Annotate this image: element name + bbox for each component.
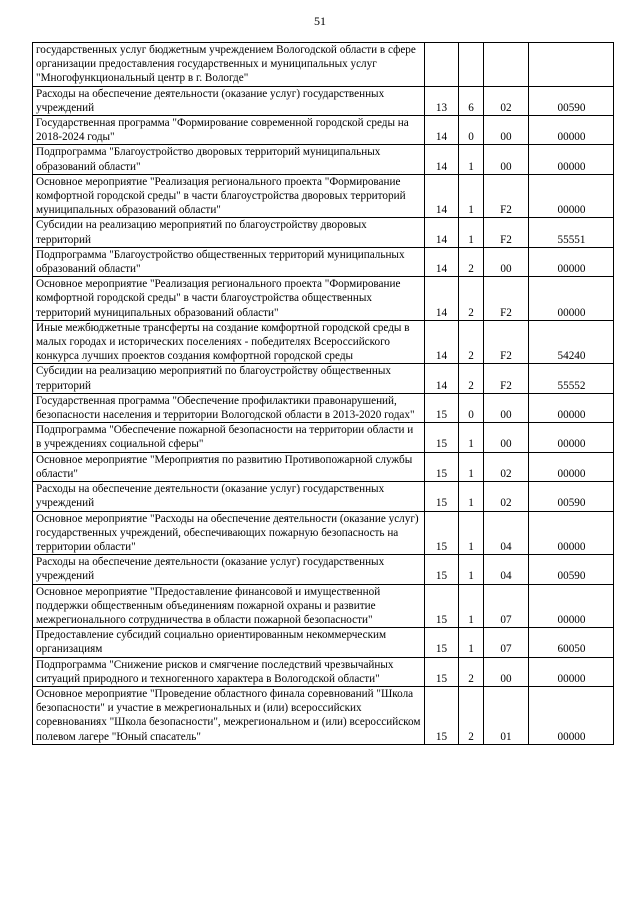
direction-code-cell: 55551 <box>529 218 614 247</box>
row-name-cell: Основное мероприятие "Предоставление финансовой и имущественной поддержки общественным объединениям пожарной охраны и развитие межрегионального сотрудничества в области пожарной безопасности" <box>33 584 425 628</box>
table-row <box>33 116 614 145</box>
program-code-cell: 15 <box>425 393 459 422</box>
direction-code-cell: 00000 <box>529 511 614 555</box>
program-code-cell: 15 <box>425 555 459 584</box>
row-name-cell: Расходы на обеспечение деятельности (оказание услуг) государственных учреждений <box>33 86 425 115</box>
direction-code-cell: 00000 <box>529 584 614 628</box>
program-code-cell: 15 <box>425 584 459 628</box>
direction-code-cell: 00000 <box>529 116 614 145</box>
program-code-cell: 13 <box>425 86 459 115</box>
subprogram-code-cell: 1 <box>459 145 484 174</box>
subprogram-code-cell: 1 <box>459 628 484 657</box>
event-code-cell: F2 <box>484 218 529 247</box>
table-row <box>33 247 614 276</box>
subprogram-code-cell: 1 <box>459 423 484 452</box>
program-code-cell: 14 <box>425 218 459 247</box>
table-body <box>33 43 614 745</box>
subprogram-code-cell: 1 <box>459 218 484 247</box>
table-row <box>33 482 614 511</box>
subprogram-code-cell: 2 <box>459 686 484 744</box>
page-number: 51 <box>314 14 326 28</box>
table-row <box>33 277 614 321</box>
row-name-cell: Государственная программа "Формирование современной городской среды на 2018-2024 годы" <box>33 116 425 145</box>
event-code-cell: 02 <box>484 86 529 115</box>
direction-code-cell: 00000 <box>529 657 614 686</box>
table-row <box>33 657 614 686</box>
event-code-cell: F2 <box>484 277 529 321</box>
subprogram-code-cell: 1 <box>459 174 484 218</box>
direction-code-cell: 55552 <box>529 364 614 393</box>
table-row <box>33 628 614 657</box>
event-code-cell: 04 <box>484 555 529 584</box>
row-name-cell: Подпрограмма "Снижение рисков и смягчение последствий чрезвычайных ситуаций природного и техногенного характера в Вологодской области" <box>33 657 425 686</box>
direction-code-cell: 00590 <box>529 555 614 584</box>
subprogram-code-cell: 2 <box>459 320 484 364</box>
event-code-cell: 00 <box>484 247 529 276</box>
subprogram-code-cell: 2 <box>459 657 484 686</box>
table-row <box>33 452 614 481</box>
program-code-cell: 14 <box>425 320 459 364</box>
direction-code-cell: 54240 <box>529 320 614 364</box>
subprogram-code-cell: 1 <box>459 511 484 555</box>
direction-code-cell: 00000 <box>529 423 614 452</box>
event-code-cell: 07 <box>484 628 529 657</box>
subprogram-code-cell: 0 <box>459 393 484 422</box>
subprogram-code-cell: 1 <box>459 584 484 628</box>
direction-code-cell: 60050 <box>529 628 614 657</box>
event-code-cell: 01 <box>484 686 529 744</box>
direction-code-cell: 00590 <box>529 482 614 511</box>
row-name-cell: Основное мероприятие "Реализация регионального проекта "Формирование комфортной городской среды" в части благоустройства общественных территорий муниципальных образований области" <box>33 277 425 321</box>
event-code-cell: 00 <box>484 393 529 422</box>
event-code-cell: 00 <box>484 657 529 686</box>
event-code-cell: F2 <box>484 320 529 364</box>
row-name-cell: Подпрограмма "Обеспечение пожарной безопасности на территории области и в учреждениях социальной сферы" <box>33 423 425 452</box>
program-code-cell: 15 <box>425 452 459 481</box>
table-row <box>33 511 614 555</box>
row-name-cell: Государственная программа "Обеспечение профилактики правонарушений, безопасности населения и территории Вологодской области в 2013-2020 годах" <box>33 393 425 422</box>
program-code-cell: 15 <box>425 423 459 452</box>
subprogram-code-cell: 1 <box>459 452 484 481</box>
table-row <box>33 86 614 115</box>
budget-classification-table <box>32 42 614 745</box>
table-row <box>33 320 614 364</box>
row-name-cell: Основное мероприятие "Расходы на обеспечение деятельности (оказание услуг) государственных учреждений, обеспечивающих пожарную безопасность на территории области" <box>33 511 425 555</box>
direction-code-cell: 00000 <box>529 452 614 481</box>
direction-code-cell: 00000 <box>529 393 614 422</box>
direction-code-cell: 00000 <box>529 277 614 321</box>
subprogram-code-cell: 1 <box>459 555 484 584</box>
table-row <box>33 145 614 174</box>
row-name-cell: Основное мероприятие "Проведение областного финала соревнований "Школа безопасности" и участие в межрегиональных и (или) всероссийских соревнованиях "Школа безопасности", межрегиональном и (или) всероссийском полевом лагере "Юный спасатель" <box>33 686 425 744</box>
subprogram-code-cell: 2 <box>459 364 484 393</box>
table-row <box>33 218 614 247</box>
program-code-cell: 15 <box>425 686 459 744</box>
event-code-cell <box>484 43 529 87</box>
subprogram-code-cell: 2 <box>459 277 484 321</box>
event-code-cell: F2 <box>484 364 529 393</box>
row-name-cell: Основное мероприятие "Реализация регионального проекта "Формирование комфортной городской среды" в части благоустройства дворовых территорий муниципальных образований области" <box>33 174 425 218</box>
event-code-cell: 00 <box>484 423 529 452</box>
subprogram-code-cell <box>459 43 484 87</box>
program-code-cell: 15 <box>425 482 459 511</box>
event-code-cell: 02 <box>484 482 529 511</box>
direction-code-cell: 00000 <box>529 145 614 174</box>
row-name-cell: Субсидии на реализацию мероприятий по благоустройству общественных территорий <box>33 364 425 393</box>
program-code-cell: 15 <box>425 511 459 555</box>
program-code-cell: 14 <box>425 277 459 321</box>
subprogram-code-cell: 0 <box>459 116 484 145</box>
program-code-cell: 15 <box>425 628 459 657</box>
direction-code-cell: 00000 <box>529 247 614 276</box>
program-code-cell: 14 <box>425 247 459 276</box>
row-name-cell: Основное мероприятие "Мероприятия по развитию Противопожарной службы области" <box>33 452 425 481</box>
table-row <box>33 174 614 218</box>
event-code-cell: 00 <box>484 145 529 174</box>
row-name-cell: Расходы на обеспечение деятельности (оказание услуг) государственных учреждений <box>33 482 425 511</box>
table-row <box>33 686 614 744</box>
direction-code-cell <box>529 43 614 87</box>
row-name-cell: Расходы на обеспечение деятельности (оказание услуг) государственных учреждений <box>33 555 425 584</box>
row-name-cell: Предоставление субсидий социально ориентированным некоммерческим организациям <box>33 628 425 657</box>
table-row <box>33 555 614 584</box>
event-code-cell: F2 <box>484 174 529 218</box>
program-code-cell: 15 <box>425 657 459 686</box>
row-name-cell: Иные межбюджетные трансферты на создание комфортной городской среды в малых городах и исторических поселениях - победителях Всероссийского конкурса лучших проектов создания комфортной городской среды <box>33 320 425 364</box>
program-code-cell <box>425 43 459 87</box>
row-name-cell: государственных услуг бюджетным учреждением Вологодской области в сфере организации предоставления государственных и муниципальных услуг "Многофункциональный центр в г. Вологде" <box>33 43 425 87</box>
subprogram-code-cell: 2 <box>459 247 484 276</box>
event-code-cell: 04 <box>484 511 529 555</box>
subprogram-code-cell: 1 <box>459 482 484 511</box>
table-row <box>33 584 614 628</box>
program-code-cell: 14 <box>425 116 459 145</box>
row-name-cell: Субсидии на реализацию мероприятий по благоустройству дворовых территорий <box>33 218 425 247</box>
program-code-cell: 14 <box>425 364 459 393</box>
row-name-cell: Подпрограмма "Благоустройство дворовых территорий муниципальных образований области" <box>33 145 425 174</box>
event-code-cell: 07 <box>484 584 529 628</box>
program-code-cell: 14 <box>425 145 459 174</box>
event-code-cell: 00 <box>484 116 529 145</box>
table-row <box>33 43 614 87</box>
table-row <box>33 423 614 452</box>
table-row <box>33 364 614 393</box>
row-name-cell: Подпрограмма "Благоустройство общественных территорий муниципальных образований области" <box>33 247 425 276</box>
subprogram-code-cell: 6 <box>459 86 484 115</box>
table-row <box>33 393 614 422</box>
direction-code-cell: 00000 <box>529 174 614 218</box>
event-code-cell: 02 <box>484 452 529 481</box>
program-code-cell: 14 <box>425 174 459 218</box>
direction-code-cell: 00590 <box>529 86 614 115</box>
direction-code-cell: 00000 <box>529 686 614 744</box>
